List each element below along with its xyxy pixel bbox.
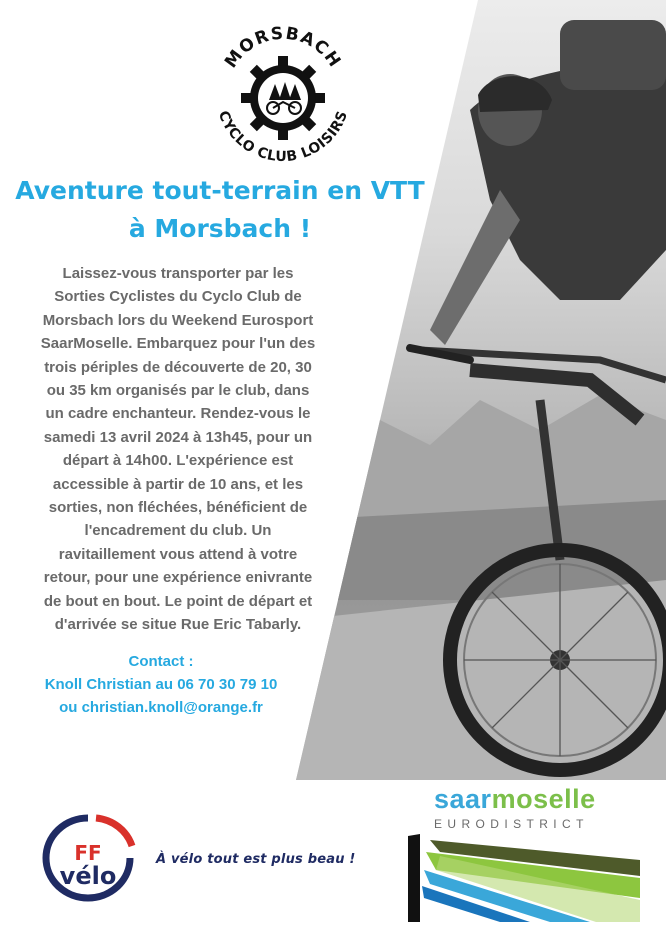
description-line: départ à 14h00. L'expérience est xyxy=(62,452,294,470)
contact-block xyxy=(0,650,322,719)
description-line: retour, pour une expérience enivrante xyxy=(43,569,313,587)
description-line: Laissez-vous transporter par les xyxy=(62,265,294,282)
ffvelo-logo xyxy=(36,812,140,902)
saarmoselle-logo-text xyxy=(434,784,596,815)
page-title-line1: Aventure tout-terrain en VTT xyxy=(15,176,425,205)
ffvelo-ff-text: FF xyxy=(74,841,102,865)
description-line: Morsbach lors du Weekend Eurosport xyxy=(42,311,314,329)
saarmoselle-part1: saar xyxy=(434,784,492,814)
saarmoselle-stripes-graphic xyxy=(400,812,666,922)
description-line: SaarMoselle. Embarquez pour l'un des xyxy=(40,335,316,353)
ffvelo-velo-text: vélo xyxy=(59,862,117,890)
contact-phone[interactable]: Knoll Christian au 06 70 30 79 10 xyxy=(44,676,278,693)
event-description xyxy=(8,262,348,637)
ffvelo-tagline: À vélo tout est plus beau ! xyxy=(156,852,356,867)
description-line: ou 35 km organisés par le club, dans xyxy=(46,382,310,400)
description-line: accessible à partir de 10 ans, et les xyxy=(52,475,304,493)
page-title-line2: à Morsbach ! xyxy=(128,214,312,243)
description-line: trois périples de découverte de 20, 30 xyxy=(44,358,312,376)
cyclo-club-logo xyxy=(198,6,368,176)
description-line: ravitaillement vous attend à votre xyxy=(58,545,298,563)
description-line: sorties, non fléchées, bénéficient de xyxy=(48,499,308,517)
logo-top-text: MORSBACH xyxy=(221,23,345,72)
description-line: l'encadrement du club. Un xyxy=(84,522,272,540)
description-line: samedi 13 avril 2024 à 13h45, pour un xyxy=(43,428,313,446)
description-line: Sorties Cyclistes du Cyclo Club de xyxy=(54,288,302,306)
logo-bottom-text: CYCLO CLUB LOISIRS xyxy=(214,108,352,166)
description-line: d'arrivée se situe Rue Eric Tabarly. xyxy=(54,616,302,634)
description-line: de bout en bout. Le point de départ et xyxy=(43,592,313,610)
contact-email[interactable]: ou christian.knoll@orange.fr xyxy=(59,699,263,716)
eurodistrict-label: EURODISTRICT xyxy=(434,817,589,831)
saarmoselle-part2: moselle xyxy=(491,784,596,814)
contact-heading: Contact : xyxy=(128,653,194,670)
description-line: un cadre enchanteur. Rendez-vous le xyxy=(45,405,311,423)
